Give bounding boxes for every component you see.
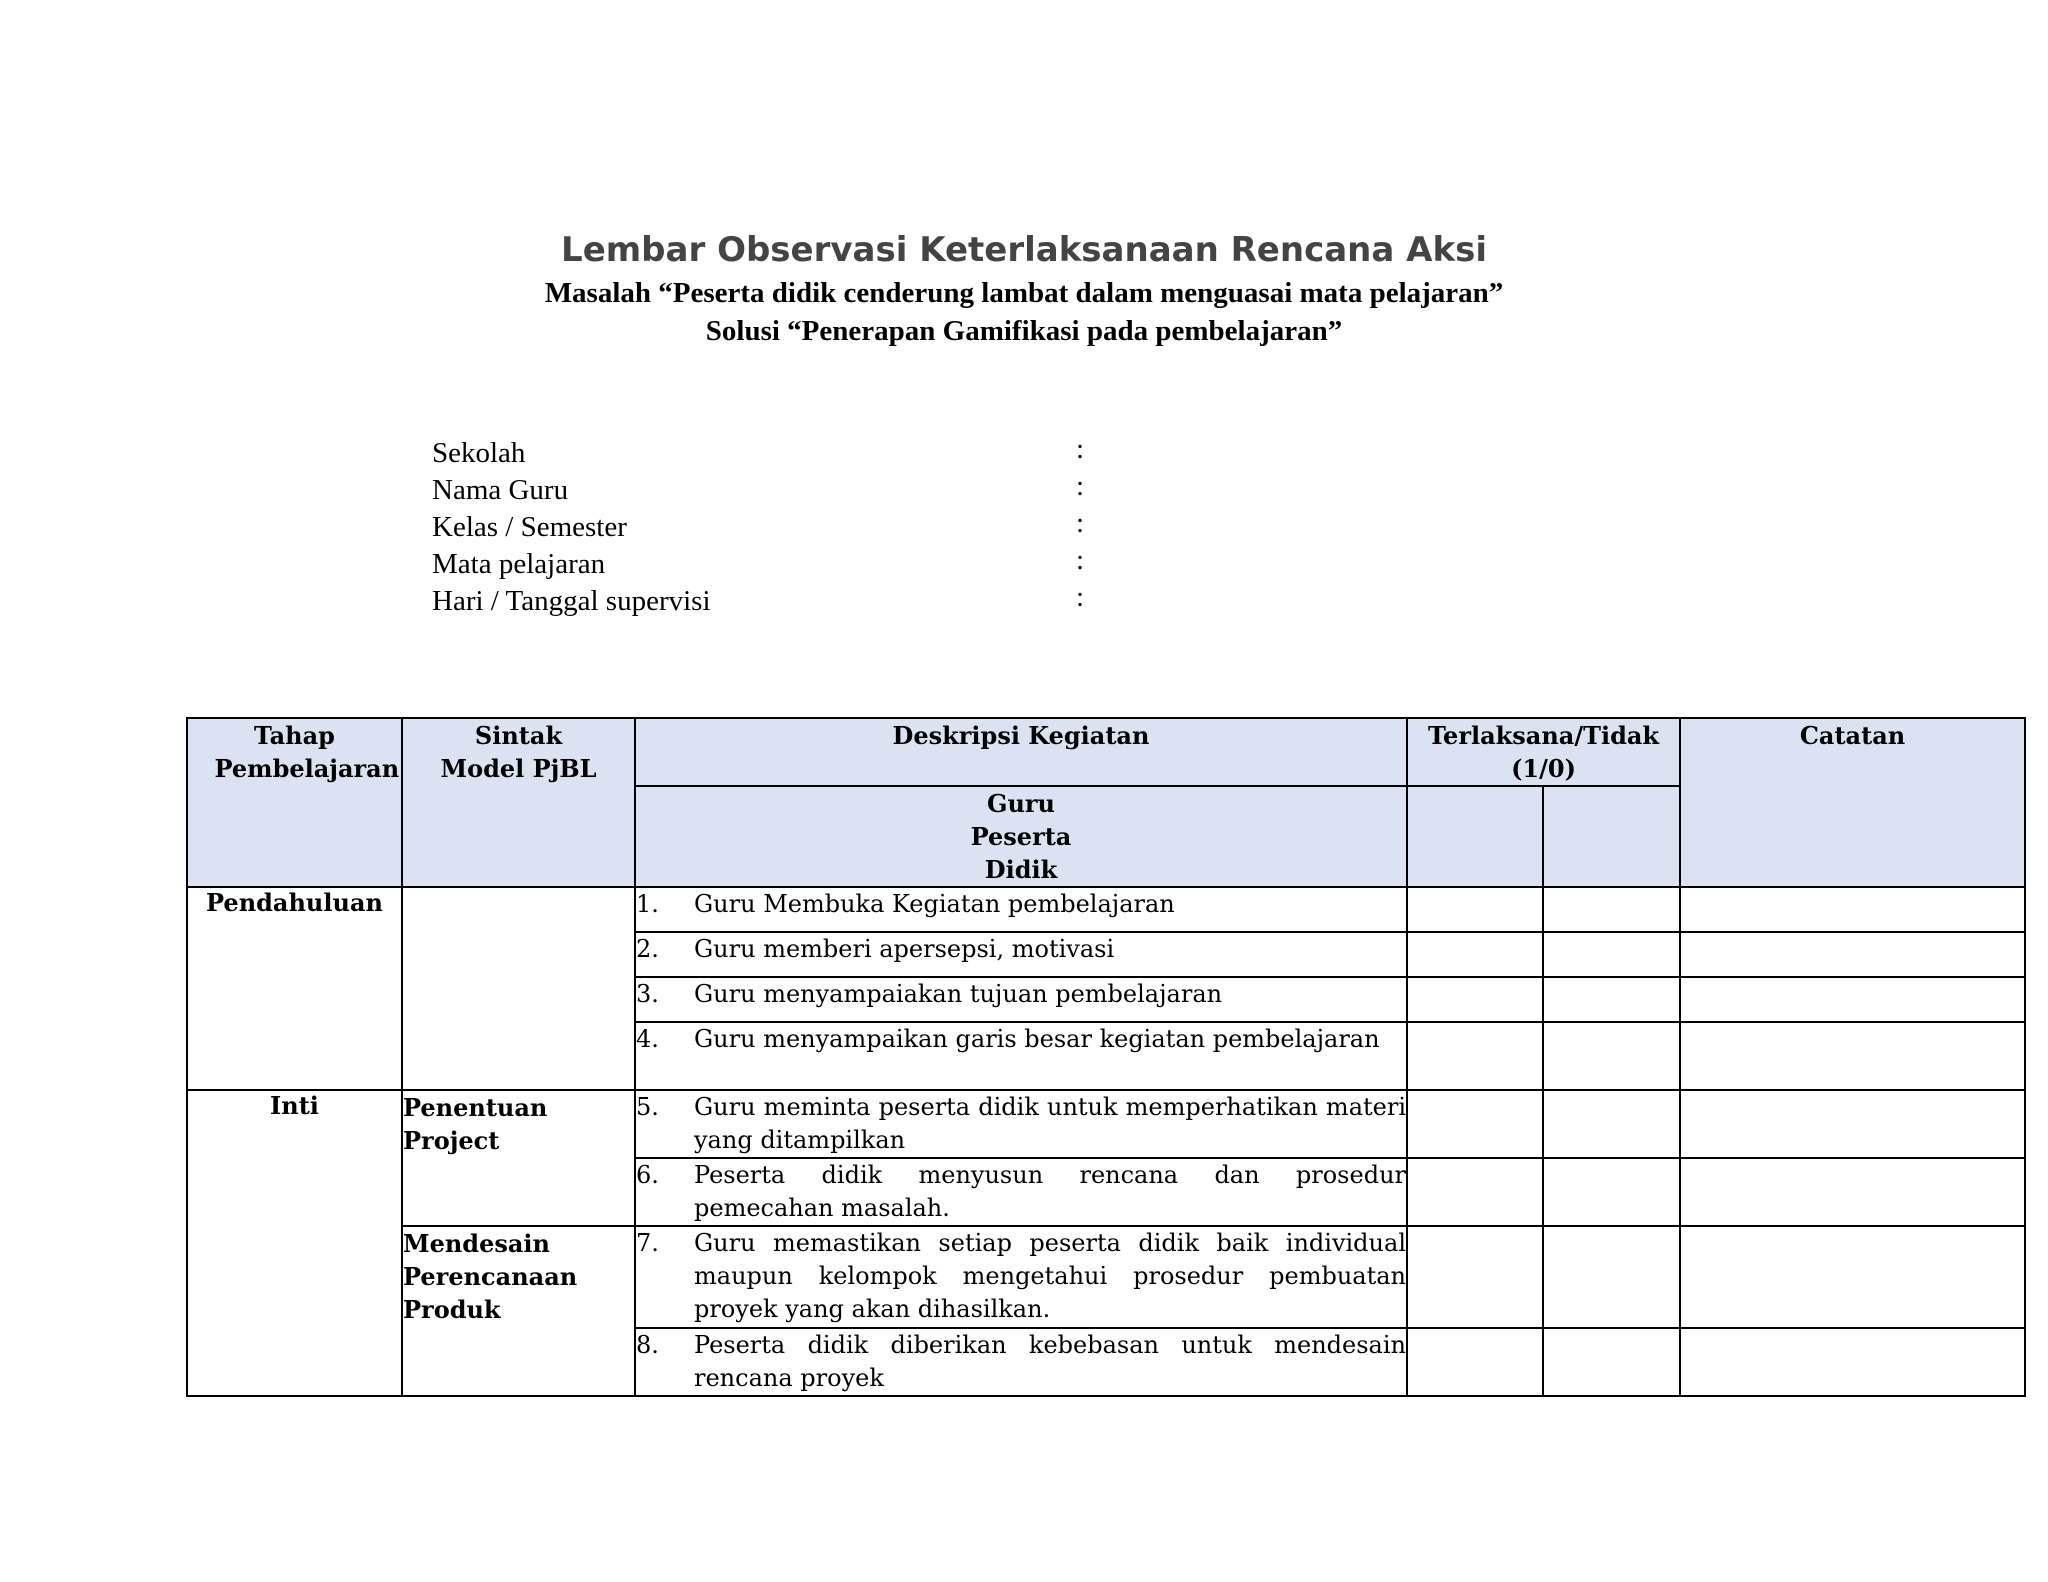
syntax-cell: Penentuan Project: [402, 1090, 635, 1226]
activity-text: Guru Membuka Kegiatan pembelajaran: [694, 890, 1175, 918]
activity-cell: [635, 1090, 1407, 1158]
activity-cell: [635, 1328, 1407, 1396]
check-cell[interactable]: [1543, 1090, 1680, 1158]
activity-number: 7.: [636, 1229, 659, 1257]
notes-cell[interactable]: [1680, 1090, 2025, 1158]
activity-text: Peserta didik diberikan kebebasan untuk mendesain rencana proyek: [694, 1331, 1406, 1392]
info-colon: :: [1076, 470, 1085, 502]
activity-number: 5.: [636, 1093, 659, 1121]
table-row: [187, 1090, 2025, 1158]
activity-cell: [635, 977, 1407, 1022]
activity-text: Guru memastikan setiap peserta didik baik individual maupun kelompok mengetahui prosedur pembuatan proyek yang akan dihasilkan.: [694, 1229, 1406, 1323]
header-done-col-1: [1407, 786, 1543, 887]
info-label: Mata pelajaran: [432, 548, 606, 580]
table-row: [187, 1226, 2025, 1328]
check-cell[interactable]: [1407, 1328, 1543, 1396]
stage-cell: Pendahuluan: [187, 887, 402, 1090]
check-cell[interactable]: [1407, 1158, 1543, 1226]
info-row-teacher: [432, 472, 1132, 509]
info-label: Hari / Tanggal supervisi: [432, 585, 711, 617]
observation-table: [186, 717, 2026, 1397]
info-row-date: [432, 583, 1132, 620]
notes-cell[interactable]: [1680, 1158, 2025, 1226]
notes-cell[interactable]: [1680, 932, 2025, 977]
activity-number: 6.: [636, 1161, 659, 1189]
info-row-subject: [432, 546, 1132, 583]
activity-text: Guru meminta peserta didik untuk memperhatikan materi yang ditampilkan: [694, 1093, 1406, 1154]
activity-number: 2.: [636, 935, 659, 963]
check-cell[interactable]: [1543, 887, 1680, 932]
activity-number: 4.: [636, 1025, 659, 1053]
syntax-cell-empty: [402, 887, 635, 1090]
check-cell[interactable]: [1407, 1090, 1543, 1158]
info-row-class: [432, 509, 1132, 546]
check-cell[interactable]: [1407, 1226, 1543, 1328]
activity-number: 3.: [636, 980, 659, 1008]
activity-cell: [635, 932, 1407, 977]
info-label: Kelas / Semester: [432, 511, 627, 543]
info-label: Nama Guru: [432, 474, 569, 506]
activity-text: Guru memberi apersepsi, motivasi: [694, 935, 1115, 963]
notes-cell[interactable]: [1680, 1328, 2025, 1396]
notes-cell[interactable]: [1680, 887, 2025, 932]
activity-cell: [635, 1226, 1407, 1328]
activity-text: Guru menyampaiakan tujuan pembelajaran: [694, 980, 1223, 1008]
header-done-col-2: [1543, 786, 1680, 887]
activity-number: 1.: [636, 890, 659, 918]
check-cell[interactable]: [1407, 887, 1543, 932]
syntax-cell: Mendesain Perencanaan Produk: [402, 1226, 635, 1396]
check-cell[interactable]: [1543, 932, 1680, 977]
table-row: [187, 887, 2025, 932]
info-label: Sekolah: [432, 437, 526, 469]
header-notes: Catatan: [1680, 718, 2025, 887]
check-cell[interactable]: [1407, 977, 1543, 1022]
activity-number: 8.: [636, 1331, 659, 1359]
activity-cell: [635, 887, 1407, 932]
check-cell[interactable]: [1543, 1022, 1680, 1090]
activity-text: Peserta didik menyusun rencana dan prosedur pemecahan masalah.: [694, 1161, 1406, 1222]
header-stage: Tahap Pembelajaran: [187, 718, 402, 887]
identity-fields: [432, 435, 1132, 620]
header-syntax: Sintak Model PjBL: [402, 718, 635, 887]
activity-cell: [635, 1158, 1407, 1226]
info-colon: :: [1076, 433, 1085, 465]
activity-text: Guru menyampaikan garis besar kegiatan pembelajaran: [694, 1025, 1380, 1053]
header-description: Deskripsi Kegiatan: [635, 718, 1407, 786]
check-cell[interactable]: [1543, 1328, 1680, 1396]
solution-statement: Solusi “Penerapan Gamifikasi pada pembelajaran”: [705, 315, 1343, 347]
notes-cell[interactable]: [1680, 1022, 2025, 1090]
check-cell[interactable]: [1407, 1022, 1543, 1090]
info-row-school: [432, 435, 1132, 472]
problem-statement: Masalah “Peserta didik cenderung lambat dalam menguasai mata pelajaran”: [544, 277, 1504, 309]
notes-cell[interactable]: [1680, 1226, 2025, 1328]
info-colon: :: [1076, 581, 1085, 613]
notes-cell[interactable]: [1680, 977, 2025, 1022]
check-cell[interactable]: [1407, 932, 1543, 977]
info-colon: :: [1076, 507, 1085, 539]
info-colon: :: [1076, 544, 1085, 576]
document-title: Lembar Observasi Keterlaksanaan Rencana Aksi: [561, 230, 1487, 270]
check-cell[interactable]: [1543, 1158, 1680, 1226]
activity-cell: [635, 1022, 1407, 1090]
header-done: Terlaksana/Tidak (1/0): [1407, 718, 1680, 786]
check-cell[interactable]: [1543, 1226, 1680, 1328]
check-cell[interactable]: [1543, 977, 1680, 1022]
stage-cell: Inti: [187, 1090, 402, 1396]
header-guru-peserta: Guru Peserta Didik: [635, 786, 1407, 887]
